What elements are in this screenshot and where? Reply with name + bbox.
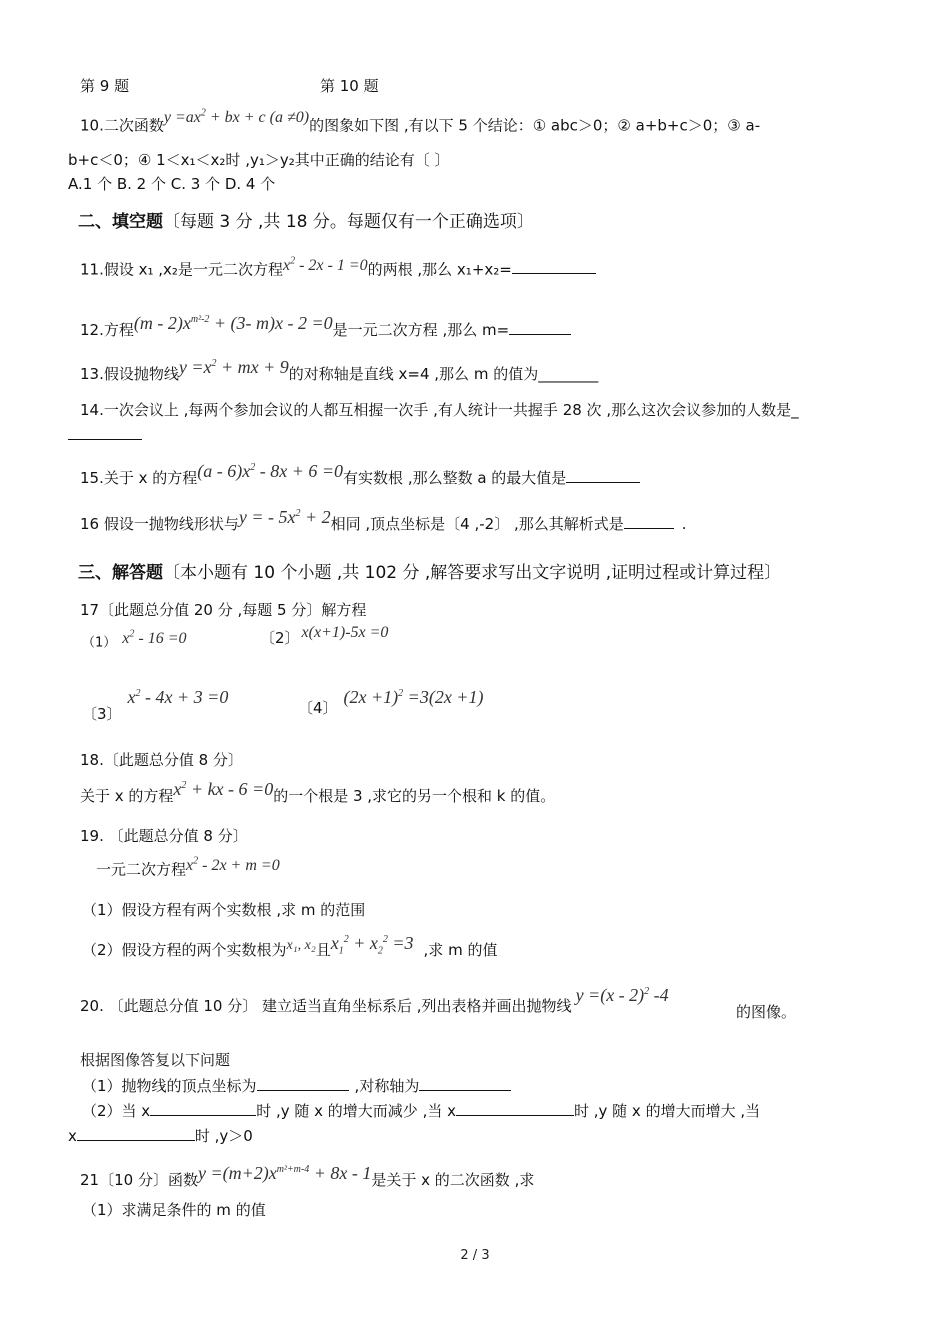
q20-part-2: （2）当 x 时 ,y 随 x 的增大而减少 ,当 x 时 ,y 随 x 的增大而增大 ,当 (82, 1102, 761, 1120)
question-17-title: 17〔此题总分值 20 分 ,每题 5 分〕解方程 (80, 601, 367, 619)
question-14: 14.一次会议上 ,每两个参加会议的人都互相握一次手 ,有人统计一共握手 28 次 ,那么这次会议参加的人数是_ (80, 401, 799, 419)
q15-formula: $(a - 6)x^2 - 8x + 6 =0$ (197, 461, 344, 481)
q11-answer-blank[interactable] (512, 258, 596, 274)
q10-formula: $y =ax^2$ + bx + c (a ≠0) (163, 108, 310, 127)
q20-intro: 根据图像答复以下问题 (80, 1051, 231, 1069)
q17-part-4: 〔4〕$(2x +1)^2 =3(2x +1)$ (298, 687, 484, 717)
q16-answer-blank[interactable] (624, 513, 674, 529)
q17-part-1: （1） $x^2 - 16 =0$ (82, 629, 187, 651)
q18-formula: $x^2$ + kx - 6 =0 (173, 779, 274, 799)
q20-positive-blank[interactable] (77, 1125, 195, 1141)
q20-formula: y =(x - 2)$^2$ -4 (575, 985, 669, 1005)
q11-formula: $x^2 - 2x - 1 =0$ (282, 256, 368, 275)
q12-formula: $(m - 2)x^{m^2-2} + (3-$ m)x - 2 =0 (133, 313, 333, 333)
q17-part-3: 〔3〕$x^2 - 4x + 3 =0$ (82, 687, 229, 723)
q19-part-1: （1）假设方程有两个实数根 ,求 m 的范围 (82, 901, 366, 919)
question-18-title: 18.〔此题总分值 8 分〕 (80, 751, 243, 769)
question-21: 21〔10 分〕函数$y =(m+2)x^{m^2+m-4} + 8x - 1$是关于 x 的二次函数 ,求 (80, 1163, 535, 1189)
question-20: 20. 〔此题总分值 10 分〕 建立适当直角坐标系后 ,列出表格并画出抛物线y =(x - 2)$^2$ -4 (80, 985, 669, 1015)
q19-part-2: （2）假设方程的两个实数根为x₁, x₂且$x_1^2 + x_2^2 =3$ ,求 m 的值 (82, 933, 498, 959)
question-13: 13.假设抛物线$y =x^2$ + mx + 9的对称轴是直线 x=4 ,那么 m 的值为________ (80, 357, 599, 383)
q20-axis-blank[interactable] (419, 1075, 511, 1091)
question-11: 11.假设 x₁ ,x₂是一元二次方程$x^2 - 2x - 1 =0$的两根 ,那么 x₁+x₂= (80, 256, 596, 280)
q16-formula: y = - $5x^2 + 2$ (238, 507, 331, 527)
q15-answer-blank[interactable] (566, 467, 640, 483)
question-15: 15.关于 x 的方程$(a - 6)x^2 - 8x + 6 =0$有实数根 ,那么整数 a 的最大值是 (80, 464, 640, 488)
q19-formula: $x^2 - 2x + m =0$ (186, 856, 280, 875)
question-16: 16 假设一抛物线形状与y = - $5x^2 + 2$相同 ,顶点坐标是〔4 ,-2〕 ,那么其解析式是 . (80, 507, 687, 533)
question-10-line2: b+c＜0；④ 1＜x₁＜x₂时 ,y₁＞y₂其中正确的结论有〔 〕 (68, 151, 450, 169)
q17-part-2: 〔2〕 x(x+1)-5x =0 (260, 624, 389, 647)
q21-formula: $y =(m+2)x^{m^2+m-4} + 8x - 1$ (197, 1163, 372, 1183)
q21-part-1: （1）求满足条件的 m 的值 (82, 1201, 266, 1219)
q20-decrease-blank[interactable] (150, 1100, 256, 1116)
q20-part-1: （1）抛物线的顶点坐标为 ,对称轴为 (82, 1075, 511, 1096)
figure-caption-q9: 第 9 题 (80, 77, 130, 95)
question-10-options: A.1 个 B. 2 个 C. 3 个 D. 4 个 (68, 175, 276, 193)
section-3-heading: 三、解答题〔本小题有 10 个小题 ,共 102 分 ,解答要求写出文字说明 ,证明过程或计算过程〕 (78, 563, 782, 583)
q20-tail: 的图像。 (736, 1003, 797, 1021)
q20-vertex-blank[interactable] (257, 1075, 349, 1091)
question-12: 12.方程$(m - 2)x^{m^2-2} + (3-$ m)x - 2 =0是一元二次方程 ,那么 m= (80, 316, 571, 340)
question-18: 关于 x 的方程$x^2$ + kx - 6 =0的一个根是 3 ,求它的另一个根和 k 的值。 (80, 779, 556, 805)
q20-increase-blank[interactable] (456, 1100, 574, 1116)
q14-answer-blank[interactable] (68, 424, 142, 445)
section-2-heading: 二、填空题〔每题 3 分 ,共 18 分。每题仅有一个正确选项〕 (78, 212, 534, 232)
page-number: 2 / 3 (460, 1248, 490, 1263)
q13-formula: $y =x^2$ + mx + 9 (178, 357, 289, 377)
q20-part-3: x 时 ,y＞0 (68, 1127, 253, 1145)
question-10: 10.二次函数$y =ax^2$ + bx + c (a ≠0)的图象如下图 ,有以下 5 个结论：① abc＞0；② a+b+c＞0；③ a- (80, 108, 761, 135)
question-19-title: 19. 〔此题总分值 8 分〕 (80, 827, 248, 845)
question-19: 一元二次方程$x^2 - 2x + m =0$ (96, 856, 280, 879)
q12-answer-blank[interactable] (509, 319, 571, 335)
figure-caption-q10: 第 10 题 (320, 77, 379, 95)
